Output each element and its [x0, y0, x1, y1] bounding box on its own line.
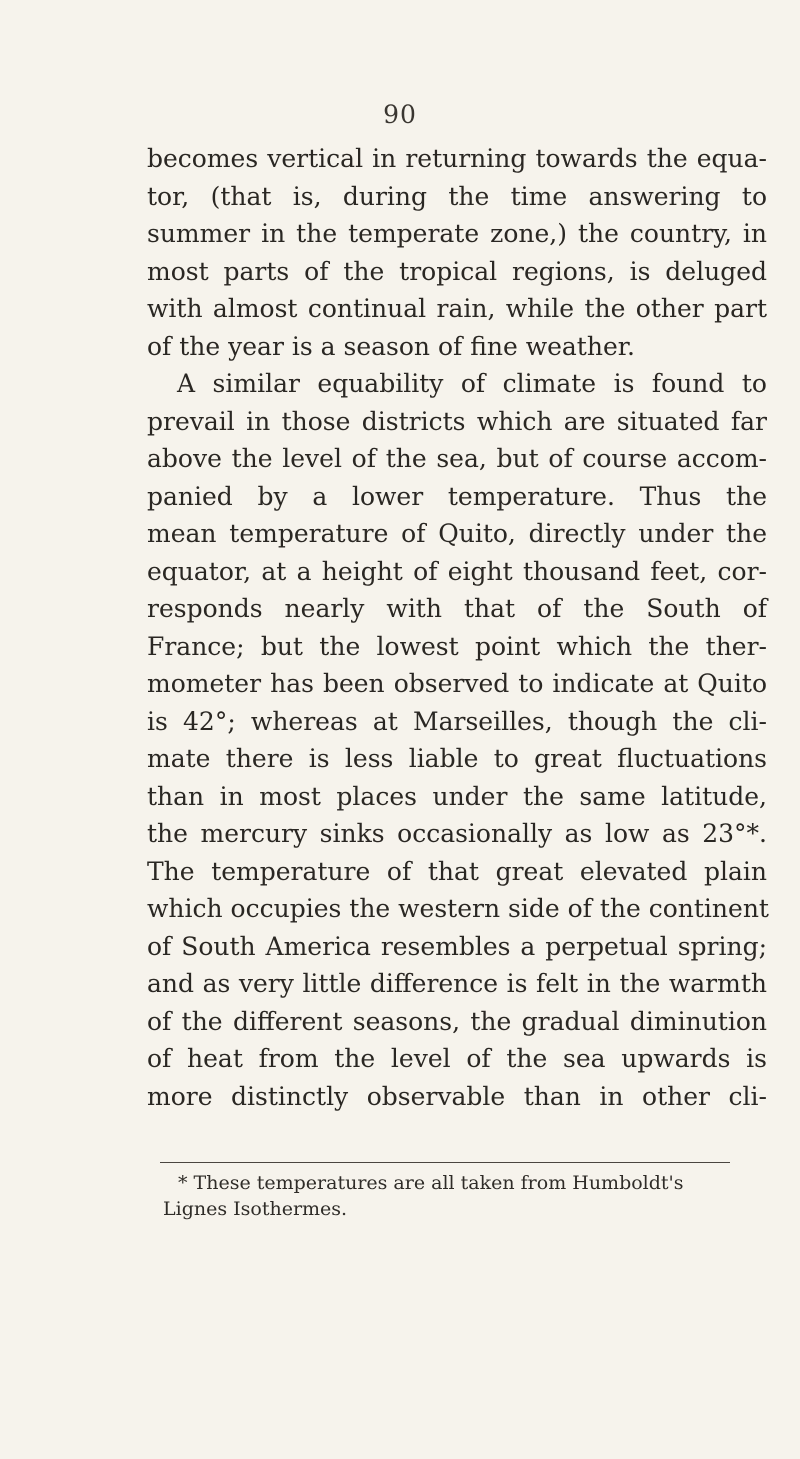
text-line: France; but the lowest point which the ther- — [147, 631, 767, 661]
page-number: 90 — [383, 100, 417, 129]
text-line: tor, (that is, during the time answering to — [147, 181, 767, 211]
text-line: than in most places under the same latitude, — [147, 781, 767, 811]
text-line: of heat from the level of the sea upwards is — [147, 1044, 767, 1073]
text-line: mate there is less liable to great fluctuations — [147, 744, 767, 773]
text-line: more distinctly observable than in other cli- — [147, 1081, 767, 1111]
text-line: the mercury sinks occasionally as low as 23°*. — [147, 819, 767, 848]
text-line: The temperature of that great elevated plain — [147, 856, 767, 886]
footnote — [163, 1170, 767, 1222]
text-line: with almost continual rain, while the other part — [147, 294, 767, 323]
text-line: equator, at a height of eight thousand feet, cor- — [147, 556, 767, 586]
text-line: and as very little difference is felt in the warmth — [147, 969, 767, 998]
text-line: which occupies the western side of the continent — [147, 894, 769, 923]
text-line: panied by a lower temperature. Thus the — [147, 481, 767, 511]
text-line: of the year is a season of fine weather. — [147, 331, 635, 361]
footnote-divider — [160, 1162, 730, 1163]
footnote-line: * These temperatures are all taken from Humboldt's — [178, 1172, 684, 1194]
text-line: mometer has been observed to indicate at Quito — [147, 669, 767, 698]
text-line: becomes vertical in returning towards the equa- — [147, 144, 767, 173]
text-line: of South America resembles a perpetual spring; — [147, 931, 767, 961]
text-line: prevail in those districts which are situated far — [147, 406, 767, 436]
text-line: of the different seasons, the gradual diminution — [147, 1006, 767, 1036]
text-line: is 42°; whereas at Marseilles, though the cli- — [147, 706, 767, 736]
text-line: mean temperature of Quito, directly under the — [147, 519, 767, 548]
text-line: summer in the temperate zone,) the country, in — [147, 219, 767, 248]
text-line: responds nearly with that of the South of — [147, 594, 767, 623]
text-line: most parts of the tropical regions, is deluged — [147, 256, 767, 286]
text-line: above the level of the sea, but of course accom- — [147, 444, 767, 473]
footnote-line: Lignes Isothermes. — [163, 1198, 348, 1220]
body-text — [147, 140, 767, 1115]
text-line: A similar equability of climate is found to — [177, 369, 767, 398]
